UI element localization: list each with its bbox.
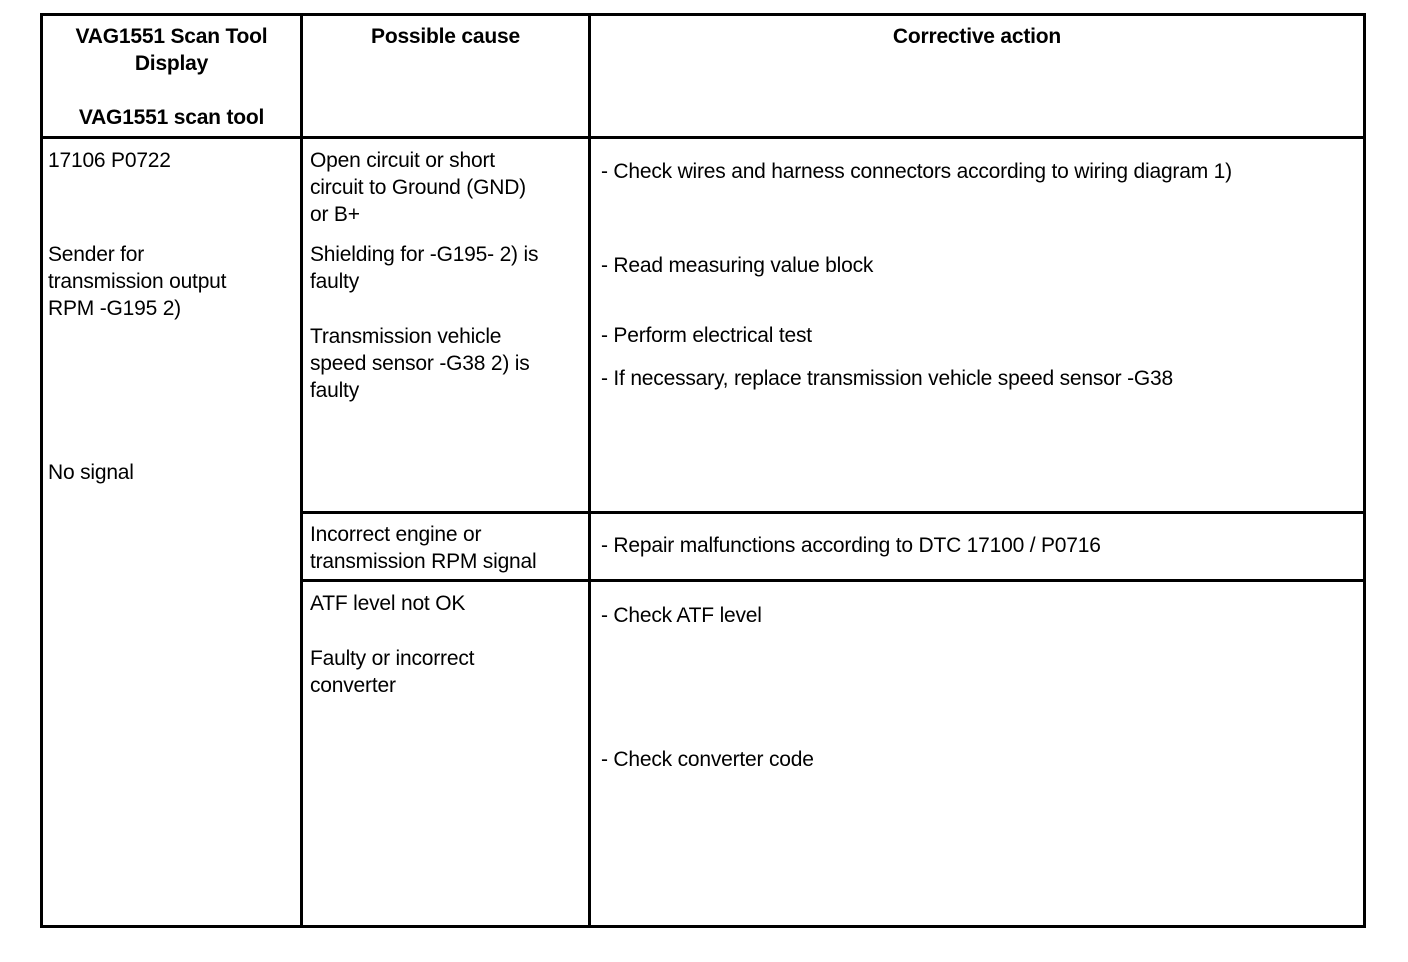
cause-1-line2: circuit to Ground (GND) <box>310 176 526 199</box>
cause-2-line1: Shielding for -G195- 2) is <box>310 243 539 266</box>
cause-6-line2: converter <box>310 674 396 697</box>
cause-speed-sensor <box>310 323 530 404</box>
column-divider-2 <box>588 13 591 928</box>
fault-code: 17106 P0722 <box>48 149 171 172</box>
cause-3-line2: speed sensor -G38 2) is <box>310 352 530 375</box>
fault-status: No signal <box>48 461 134 484</box>
action-replace-sensor: - If necessary, replace transmission vehicle speed sensor -G38 <box>601 367 1173 390</box>
action-check-wires: - Check wires and harness connectors according to wiring diagram 1) <box>601 160 1232 183</box>
cause-3-line3: faulty <box>310 379 359 402</box>
action-electrical-test: - Perform electrical test <box>601 324 812 347</box>
cause-2-line2: faulty <box>310 270 359 293</box>
action-repair-malfunctions: - Repair malfunctions according to DTC 17100 / P0716 <box>601 534 1101 557</box>
diagnostic-table <box>40 13 1366 928</box>
cause-1-line3: or B+ <box>310 203 360 226</box>
cause-4-line2: transmission RPM signal <box>310 550 537 573</box>
sender-description <box>48 241 226 322</box>
cause-atf-level: ATF level not OK <box>310 592 466 615</box>
sender-line3: RPM -G195 2) <box>48 297 181 320</box>
cause-4-line1: Incorrect engine or <box>310 523 482 546</box>
header-col1-line2: Display <box>134 52 209 75</box>
cause-1-line1: Open circuit or short <box>310 149 495 172</box>
row-divider-2 <box>302 579 1366 582</box>
header-col1-line1: VAG1551 Scan Tool <box>75 25 268 48</box>
cause-rpm-signal <box>310 521 536 575</box>
action-check-converter: - Check converter code <box>601 748 814 771</box>
cause-6-line1: Faulty or incorrect <box>310 647 475 670</box>
action-check-atf: - Check ATF level <box>601 604 762 627</box>
cause-converter <box>310 645 474 699</box>
sender-line1: Sender for <box>48 243 145 266</box>
header-scan-tool-display <box>43 23 300 77</box>
cause-shielding <box>310 241 538 295</box>
header-scan-tool: VAG1551 scan tool <box>78 106 265 129</box>
column-divider-1 <box>300 13 303 928</box>
header-possible-cause: Possible cause <box>371 25 520 48</box>
header-divider <box>40 136 1366 139</box>
sender-line2: transmission output <box>48 270 227 293</box>
action-read-value-block: - Read measuring value block <box>601 254 874 277</box>
cause-3-line1: Transmission vehicle <box>310 325 502 348</box>
header-corrective-action: Corrective action <box>892 25 1062 48</box>
cause-open-circuit <box>310 147 526 228</box>
row-divider-1 <box>302 511 1366 514</box>
